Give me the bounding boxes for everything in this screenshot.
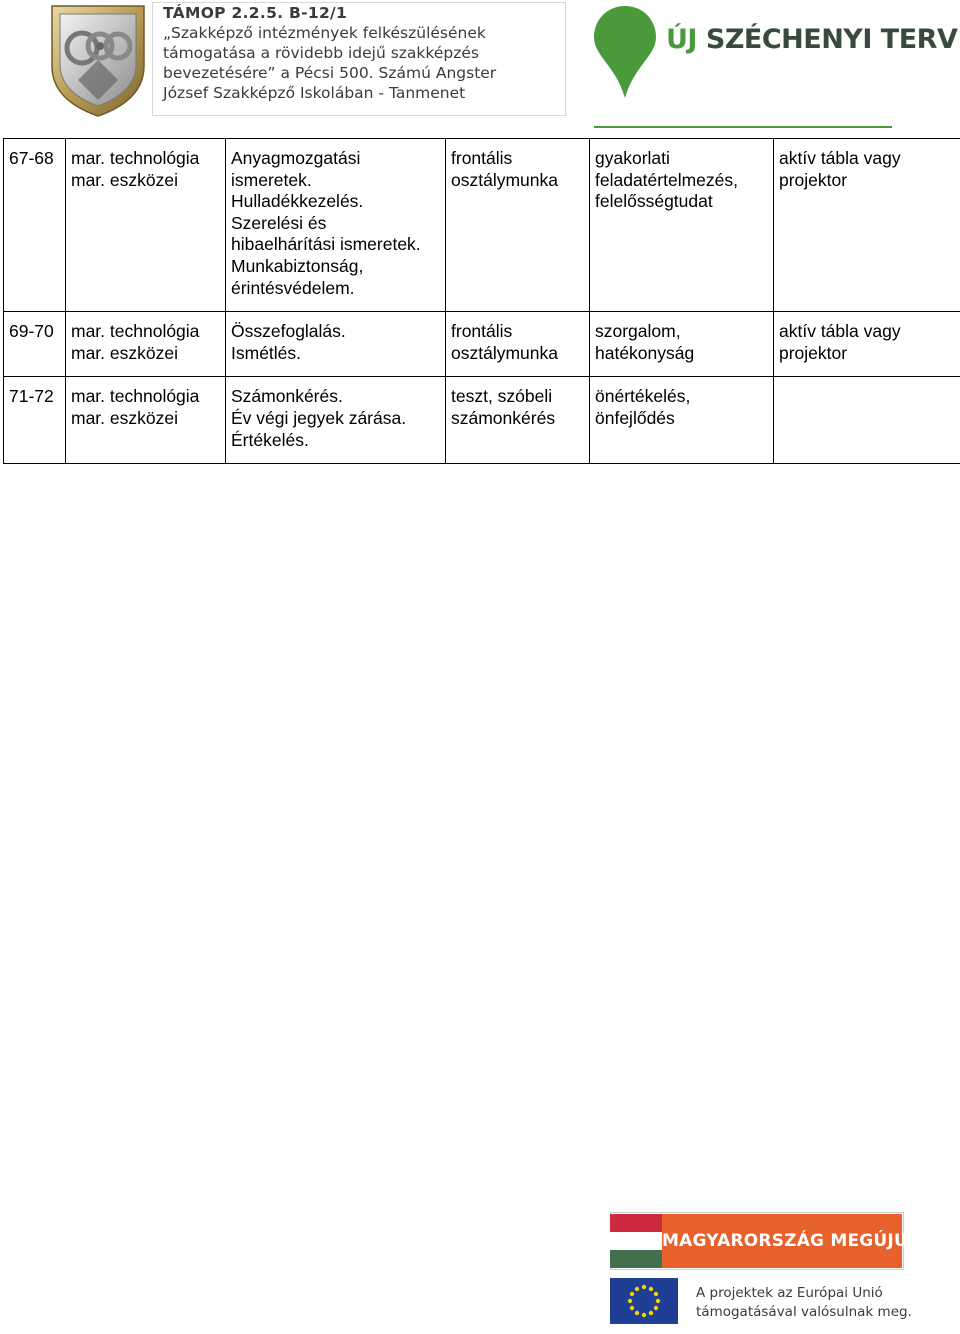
table-row	[4, 312, 960, 377]
eu-flag-icon	[610, 1278, 678, 1324]
project-title-box	[152, 2, 566, 116]
competence-cell: gyakorlati feladatértelmezés, felelősségtudat	[590, 139, 774, 312]
project-title-line: „Szakképző intézmények felkészülésének	[163, 24, 486, 42]
eu-support-text: A projektek az Európai Unió támogatásával valósulnak meg.	[696, 1285, 912, 1320]
project-title-line: támogatása a rövidebb idejű szakképzés	[163, 44, 479, 62]
method-cell: frontális osztálymunka	[446, 312, 590, 377]
lesson-number-cell: 71-72	[4, 377, 66, 464]
szechenyi-pin-icon	[592, 4, 658, 100]
competence-cell: önértékelés, önfejlődés	[590, 377, 774, 464]
content-cell: Anyagmozgatási ismeretek. Hulladékkezelés. Szerelési és hibaelhárítási ismeretek. Munkabiztonság, érintésvédelem.	[226, 139, 446, 312]
page-footer	[610, 1212, 919, 1328]
page-header	[0, 0, 960, 130]
project-code: TÁMOP 2.2.5. B-12/1	[163, 4, 348, 22]
project-title-line: József Szakképző Iskolában - Tanmenet	[163, 84, 466, 102]
szechenyi-terv-wordmark	[666, 24, 957, 56]
content-cell: Összefoglalás. Ismétlés.	[226, 312, 446, 377]
tools-cell: aktív tábla vagy projektor	[774, 139, 960, 312]
lesson-number-cell: 69-70	[4, 312, 66, 377]
competence-cell: szorgalom, hatékonyság	[590, 312, 774, 377]
content-cell: Számonkérés. Év végi jegyek zárása. Értékelés.	[226, 377, 446, 464]
school-emblem-logo	[48, 0, 148, 118]
tools-cell	[774, 377, 960, 464]
magyarorszag-megujul-banner: MAGYARORSZÁG MEGÚJUL	[662, 1214, 902, 1268]
szechenyi-terv-word: SZÉCHENYI TERV	[705, 24, 958, 55]
topic-cell: mar. technológia mar. eszközei	[66, 377, 226, 464]
table-row	[4, 377, 960, 464]
method-cell: frontális osztálymunka	[446, 139, 590, 312]
header-divider	[594, 126, 892, 128]
topic-cell: mar. technológia mar. eszközei	[66, 139, 226, 312]
lesson-plan-table	[3, 138, 960, 464]
szechenyi-uj-word: ÚJ	[666, 24, 706, 55]
hungarian-flag-icon	[610, 1214, 662, 1268]
method-cell: teszt, szóbeli számonkérés	[446, 377, 590, 464]
table-row	[4, 139, 960, 312]
tools-cell: aktív tábla vagy projektor	[774, 312, 960, 377]
lesson-number-cell: 67-68	[4, 139, 66, 312]
topic-cell: mar. technológia mar. eszközei	[66, 312, 226, 377]
project-title-line: bevezetésére” a Pécsi 500. Számú Angster	[163, 64, 497, 82]
